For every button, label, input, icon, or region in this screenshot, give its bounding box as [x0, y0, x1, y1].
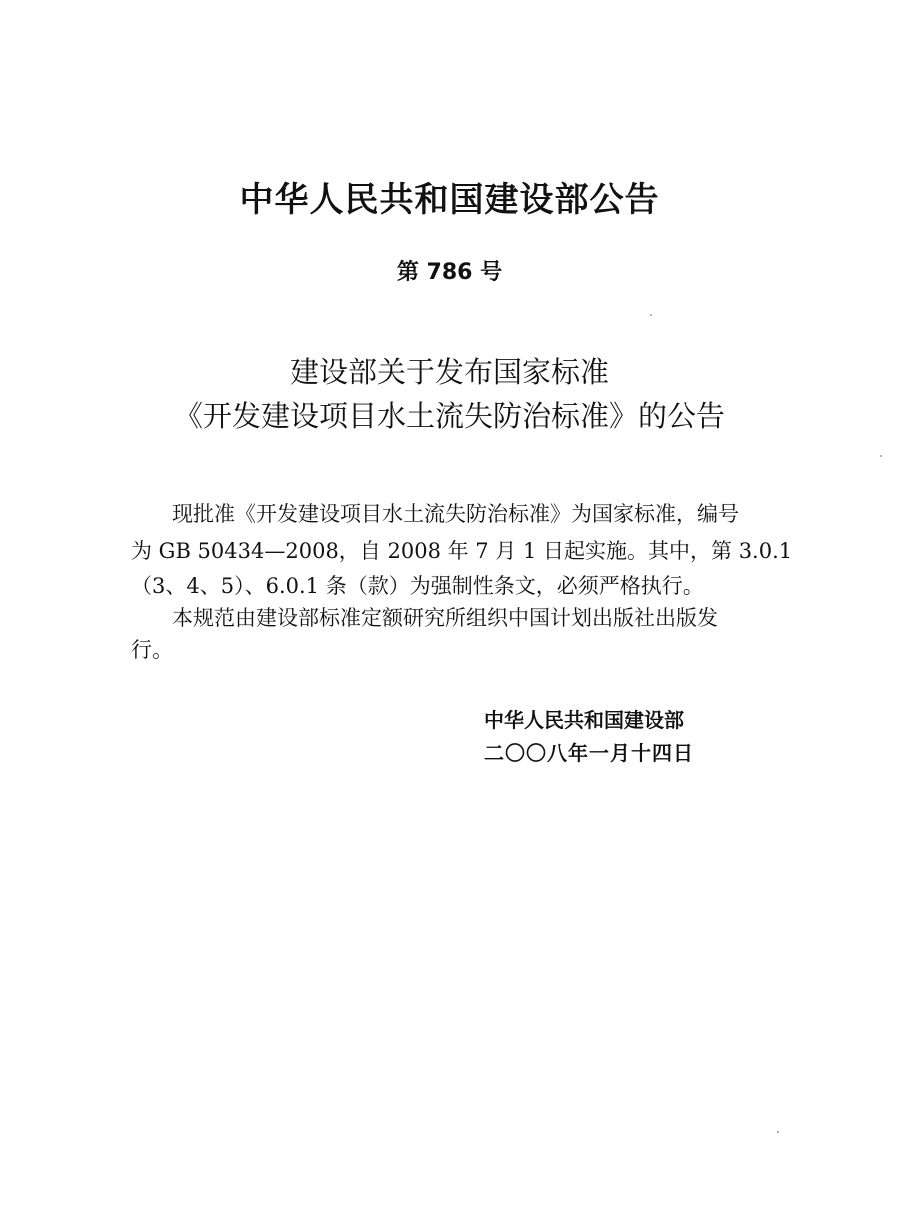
body-paragraph-1-line-2: 为 GB 50434—2008，自 2008 年 7 月 1 日起实施。其中，第 3.0.1 [131, 539, 793, 563]
scan-speck [650, 314, 652, 316]
body-paragraph-2-line-2: 行。 [131, 638, 173, 662]
announcement-number: 第 786 号 [396, 260, 503, 285]
announcement-subject-line-1: 建设部关于发布国家标准 [289, 355, 609, 389]
signature-date: 二〇〇八年一月十四日 [484, 741, 694, 765]
body-paragraph-1-line-3: （3、4、5）、6.0.1 条（款）为强制性条文，必须严格执行。 [131, 574, 704, 598]
scan-speck [880, 455, 882, 457]
signature-organization: 中华人民共和国建设部 [484, 708, 684, 732]
body-paragraph-2-line-1: 本规范由建设部标准定额研究所组织中国计划出版社出版发 [172, 606, 718, 630]
body-paragraph-1-line-1: 现批准《开发建设项目水土流失防治标准》为国家标准，编号 [172, 502, 739, 526]
announcement-subject-line-2: 《开发建设项目水土流失防治标准》的公告 [173, 399, 725, 433]
scan-speck [777, 1131, 779, 1133]
announcement-title: 中华人民共和国建设部公告 [239, 180, 660, 220]
